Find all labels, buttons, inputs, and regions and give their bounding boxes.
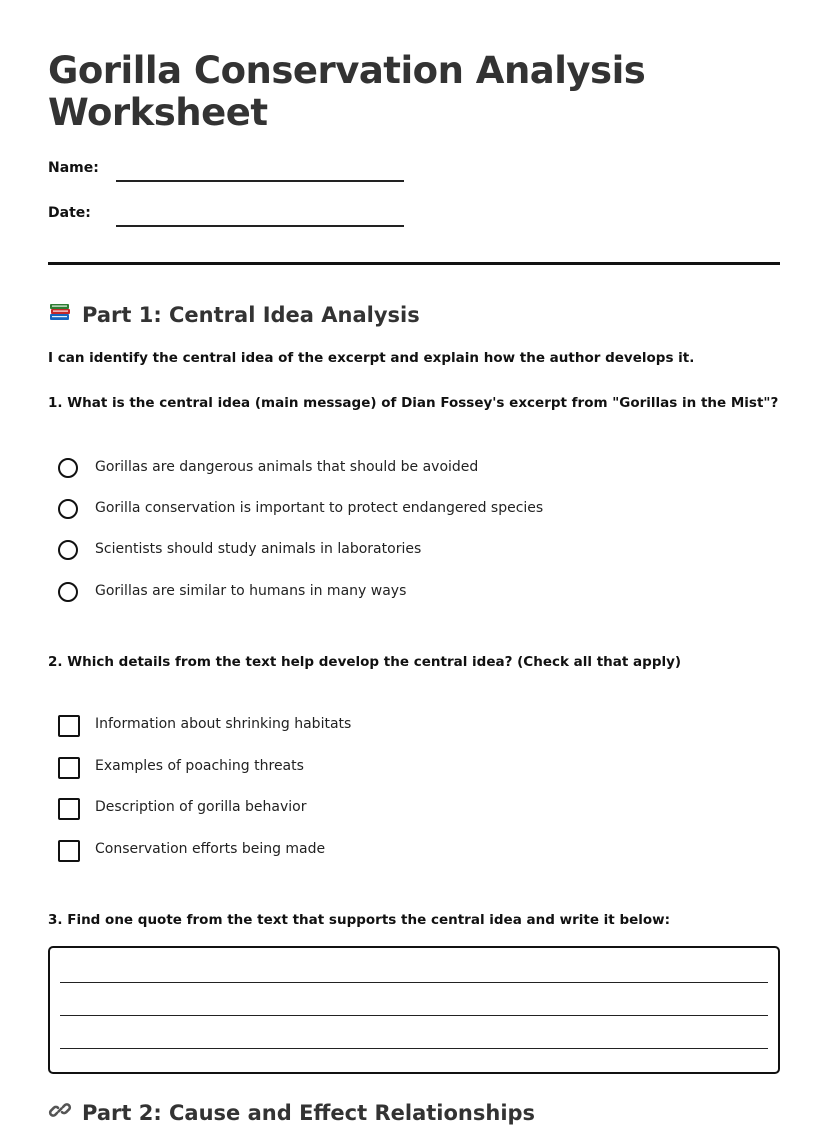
date-input-line[interactable] (116, 225, 404, 227)
q2-checkbox-1[interactable] (58, 715, 80, 737)
books-icon (48, 300, 72, 329)
link-icon (48, 1098, 72, 1127)
question-2: 2. Which details from the text help develop the central idea? (Check all that apply) (48, 654, 682, 670)
q2-option-label: Conservation efforts being made (95, 841, 326, 857)
name-input-line[interactable] (116, 180, 404, 182)
question-3: 3. Find one quote from the text that supports the central idea and write it below: (48, 912, 671, 928)
part1-heading (48, 300, 420, 329)
q2-option-1[interactable] (58, 715, 758, 739)
q2-option-3[interactable] (58, 798, 758, 822)
header-divider (48, 262, 780, 265)
q1-option-label: Gorilla conservation is important to protect endangered species (95, 500, 544, 516)
q2-option-label: Description of gorilla behavior (95, 799, 307, 815)
q1-radio-1[interactable] (58, 458, 78, 478)
q1-option-label: Gorillas are similar to humans in many ways (95, 583, 407, 599)
question-1: 1. What is the central idea (main message) of Dian Fossey's excerpt from "Gorillas in the Mist"? (48, 395, 779, 411)
answer-line (60, 982, 768, 983)
q1-radio-3[interactable] (58, 540, 78, 560)
date-label: Date: (48, 205, 91, 221)
q1-option-label: Gorillas are dangerous animals that should be avoided (95, 459, 479, 475)
q2-option-2[interactable] (58, 757, 758, 781)
worksheet-title: Gorilla Conservation Analysis Worksheet (48, 49, 646, 134)
q2-option-label: Information about shrinking habitats (95, 716, 352, 732)
q2-option-4[interactable] (58, 840, 758, 864)
q1-option-label: Scientists should study animals in laboratories (95, 541, 422, 557)
q2-checkbox-2[interactable] (58, 757, 80, 779)
q1-radio-4[interactable] (58, 582, 78, 602)
q2-checkbox-4[interactable] (58, 840, 80, 862)
q1-option-2[interactable] (58, 499, 758, 523)
date-field-row (48, 205, 408, 229)
answer-line (60, 1015, 768, 1016)
q1-option-3[interactable] (58, 540, 758, 564)
q1-option-4[interactable] (58, 582, 758, 606)
part1-objective: I can identify the central idea of the excerpt and explain how the author develops it. (48, 350, 695, 366)
name-label: Name: (48, 160, 99, 176)
q1-radio-2[interactable] (58, 499, 78, 519)
q3-answer-box[interactable] (48, 946, 780, 1074)
part2-heading-text: Part 2: Cause and Effect Relationships (82, 1101, 536, 1125)
part2-heading (48, 1098, 535, 1127)
q1-option-1[interactable] (58, 458, 758, 482)
answer-line (60, 1048, 768, 1049)
part1-heading-text: Part 1: Central Idea Analysis (82, 303, 420, 327)
q2-option-label: Examples of poaching threats (95, 758, 304, 774)
name-field-row (48, 160, 408, 184)
q2-checkbox-3[interactable] (58, 798, 80, 820)
